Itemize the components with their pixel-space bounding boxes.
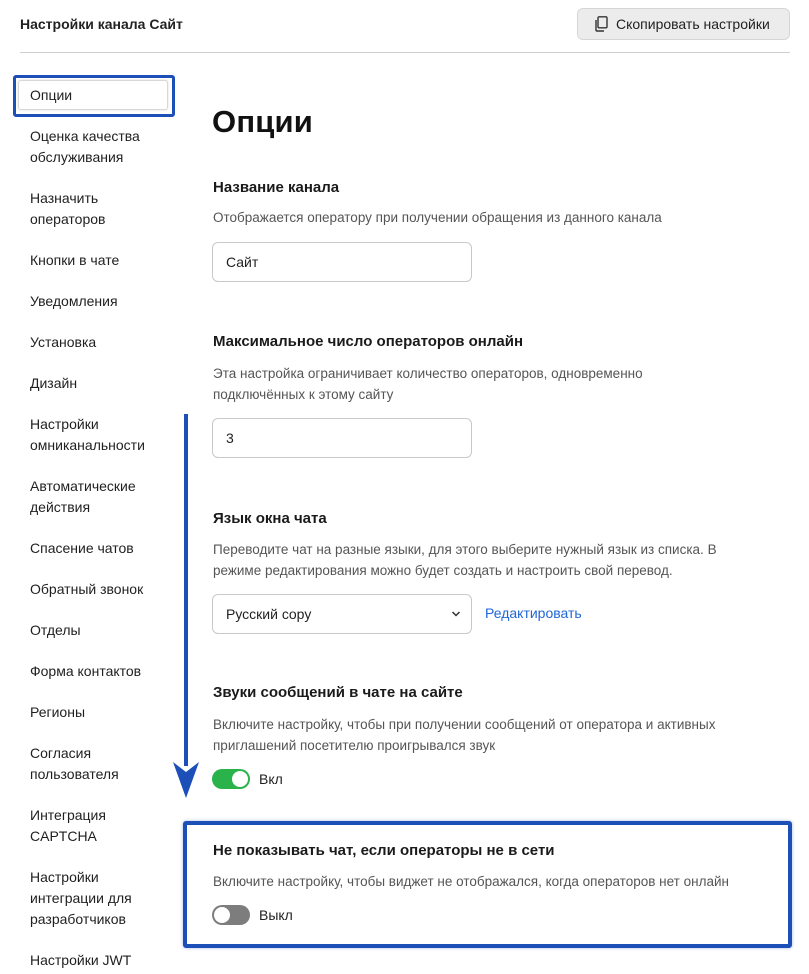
sidebar-item-callback[interactable]: Обратный звонок bbox=[30, 581, 144, 597]
sidebar-item-quality-rating[interactable]: Оценка качества обслуживания bbox=[30, 128, 140, 165]
sounds-title: Звуки сообщений в чате на сайте bbox=[213, 684, 463, 701]
channel-name-title: Название канала bbox=[213, 179, 340, 196]
copy-settings-label: Скопировать настройки bbox=[616, 16, 770, 32]
sidebar-item-omnichannel[interactable]: Настройки омниканальности bbox=[30, 416, 145, 453]
copy-settings-button[interactable] bbox=[577, 8, 790, 40]
max-operators-input[interactable]: 3 bbox=[212, 418, 472, 458]
sidebar-item-installation[interactable]: Установка bbox=[30, 334, 97, 350]
header bbox=[0, 0, 809, 53]
channel-name-description: Отображается оператору при получении обращения из данного канала bbox=[213, 210, 662, 225]
hide-offline-description: Включите настройку, чтобы виджет не отображался, когда операторов нет онлайн bbox=[213, 874, 729, 889]
sidebar-item-auto-actions[interactable]: Автоматические действия bbox=[30, 478, 136, 515]
sounds-toggle-label: Вкл bbox=[259, 771, 283, 787]
sidebar-item-regions[interactable]: Регионы bbox=[30, 704, 86, 720]
sidebar-item-captcha[interactable]: Интеграция CAPTCHA bbox=[30, 807, 106, 844]
toggle-knob bbox=[232, 771, 248, 787]
chat-language-select[interactable] bbox=[212, 594, 472, 634]
sidebar-item-assign-operators[interactable]: Назначить операторов bbox=[30, 190, 106, 227]
copy-icon bbox=[594, 16, 608, 32]
sidebar-item-departments[interactable]: Отделы bbox=[30, 622, 81, 638]
hide-offline-toggle[interactable] bbox=[212, 905, 250, 925]
max-operators-title: Максимальное число операторов онлайн bbox=[213, 333, 524, 350]
edit-translation-link[interactable]: Редактировать bbox=[485, 605, 582, 621]
hide-offline-toggle-label: Выкл bbox=[259, 907, 293, 923]
page-header-title: Настройки канала Сайт bbox=[20, 16, 183, 32]
chat-language-title: Язык окна чата bbox=[213, 510, 327, 527]
sidebar-item-jwt[interactable]: Настройки JWT bbox=[30, 952, 132, 968]
chat-language-description: Переводите чат на разные языки, для этого выберите нужный язык из списка. В режиме редактирования можно будет создать и настроить свой перевод. bbox=[213, 542, 717, 578]
sidebar-item-developer-integration[interactable]: Настройки интеграции для разработчиков bbox=[30, 869, 132, 927]
sidebar-item-chat-buttons[interactable]: Кнопки в чате bbox=[30, 252, 120, 268]
sidebar-item-notifications[interactable]: Уведомления bbox=[30, 293, 118, 309]
sounds-description: Включите настройку, чтобы при получении сообщений от оператора и активных приглашений посетителю проигрывался звук bbox=[213, 717, 716, 753]
max-operators-description: Эта настройка ограничивает количество операторов, одновременно подключённых к этому сайту bbox=[213, 366, 643, 402]
down-arrow-annotation bbox=[170, 414, 202, 800]
sidebar-item-options[interactable]: Опции bbox=[30, 87, 73, 103]
channel-name-input[interactable]: Сайт bbox=[212, 242, 472, 282]
sidebar-item-user-consent[interactable]: Согласия пользователя bbox=[30, 745, 119, 782]
sidebar-item-contact-form[interactable]: Форма контактов bbox=[30, 663, 142, 679]
chat-language-selected-value: Русский copy bbox=[226, 606, 312, 622]
hide-offline-title: Не показывать чат, если операторы не в сети bbox=[213, 842, 555, 859]
page-title: Опции bbox=[212, 104, 314, 139]
header-divider bbox=[20, 52, 790, 53]
sidebar-item-design[interactable]: Дизайн bbox=[30, 375, 78, 391]
chevron-down-icon bbox=[451, 609, 461, 619]
toggle-knob bbox=[214, 907, 230, 923]
sidebar-item-chat-rescue[interactable]: Спасение чатов bbox=[30, 540, 134, 556]
sounds-toggle[interactable] bbox=[212, 769, 250, 789]
